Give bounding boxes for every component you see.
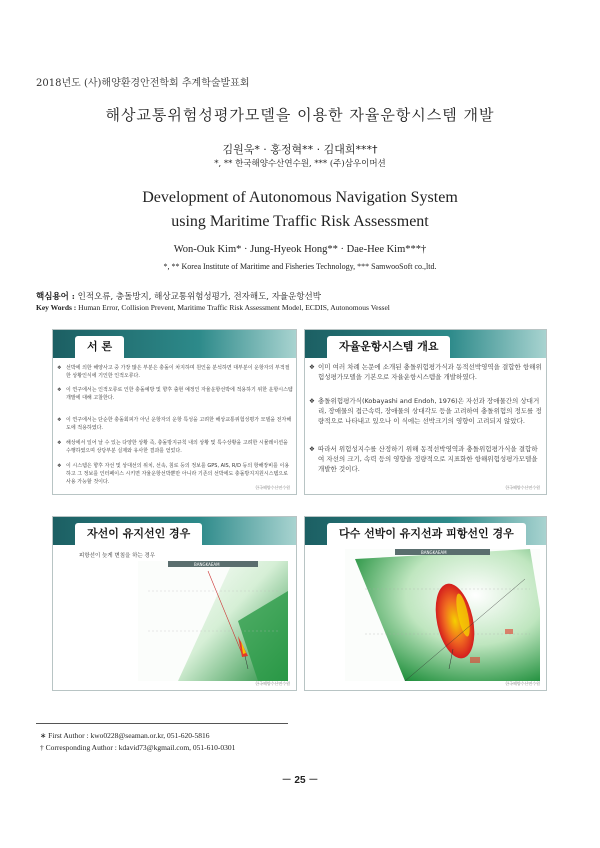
bullet-text: 이 시스템은 향후 자선 및 상대선의 위치, 선속, 침로 등의 정보를 GPS, AIS, R/D 등의 항해장비를 이용하고 그 정보를 인터페이스 시키면 자율운항선박뿐만 아니라 기존의 선박에도 충돌방지지원시스템으로 사용 가능할 것이다. bbox=[66, 463, 290, 485]
bullet-text: 해상에서 일어 날 수 있는 다양한 상황 즉, 충돌방지규칙 내의 상황 및 특수상황을 고려한 시뮬레이션을 수행하였으며 상당부분 실제와 유사한 결과를 얻었다. bbox=[66, 440, 288, 454]
bullet-item bbox=[57, 386, 293, 402]
footnote-first-author: ∗ First Author : kwo0228@seaman.or.kr, 051-620-5816 bbox=[40, 731, 210, 740]
bullet-text: 선박에 의한 해양사고 중 가장 많은 부분은 충돌이 차지하며 원인을 분석하면 대부분이 운항자의 부적절한 상황인식에 기인한 인적오류다. bbox=[66, 365, 290, 379]
bullet-item bbox=[57, 439, 293, 455]
conference-name: 2018년도 (사)해양환경안전학회 추계학술발표회 bbox=[36, 78, 250, 89]
diamond-bullet-icon: ❖ bbox=[57, 417, 62, 423]
slide-multi-ship bbox=[304, 516, 547, 691]
slide-own-ship-stand-on bbox=[52, 516, 297, 691]
slide-introduction bbox=[52, 329, 297, 495]
bullet-item bbox=[57, 416, 293, 432]
slide-footer: 한국해양수산연수원 bbox=[255, 681, 290, 686]
bullet-item bbox=[57, 462, 293, 486]
english-title bbox=[0, 186, 600, 234]
slide-footer: 한국해양수산연수원 bbox=[505, 681, 540, 686]
footnote-corresponding-author: † Corresponding Author : kdavid73@kgmail.com, 051-610-0301 bbox=[40, 743, 236, 752]
english-keywords-label: Key Words : bbox=[36, 303, 77, 312]
diamond-bullet-icon: ❖ bbox=[57, 365, 62, 371]
korean-affiliation: *, ** 한국해양수산연수원, *** (주)삼우이머션 bbox=[214, 159, 386, 169]
english-affiliation: *, ** Korea Institute of Maritime and Fisheries Technology, *** SamwooSoft co.,ltd. bbox=[163, 262, 437, 271]
korean-authors: 김원욱* · 홍정혁** · 김대희***† bbox=[222, 143, 378, 156]
map-label: BANGKAEAM bbox=[421, 550, 447, 555]
bullet-item bbox=[309, 444, 543, 474]
bullet-text: 따라서 위험성지수를 산정하기 위해 동적선박영역과 충돌위험평가식을 결합하여 자선의 크기, 속력 등의 영향을 정량적으로 지표화한 항해위험성평가모델을 개발한 것이다. bbox=[318, 445, 538, 473]
bullet-item bbox=[309, 396, 543, 426]
footnote-divider bbox=[36, 723, 288, 724]
slide-header bbox=[53, 330, 296, 358]
bullet-text: 이 연구에서는 인적오류로 인한 충돌예방 및 향후 출현 예정인 자율운항선박에 적용하기 위한 운항시스템 개발에 대해 고찰한다. bbox=[66, 387, 293, 401]
slide-subtitle: 피항선이 늦게 변침을 하는 경우 bbox=[79, 553, 156, 559]
bullet-text: 충돌위험평가식(Kobayashi and Endoh, 1976)은 자선과 장애물간의 상대거리, 장애물의 접근속력, 장애물의 상대각도 등을 고려하여 충돌위험의 정도를 정량적으로 나타내고 있으나 이 식에는 선박크기의 영향이 고려되지 않았다. bbox=[318, 397, 542, 425]
diamond-bullet-icon: ❖ bbox=[57, 387, 62, 393]
english-title-line1: Development of Autonomous Navigation System bbox=[142, 189, 458, 206]
english-title-line2: using Maritime Traffic Risk Assessment bbox=[171, 213, 429, 230]
korean-keywords bbox=[36, 290, 321, 302]
slide-header bbox=[305, 517, 546, 545]
slide-title: 자선이 유지선인 경우 bbox=[75, 523, 202, 545]
korean-title: 해상교통위험성평가모델을 이용한 자율운항시스템 개발 bbox=[105, 106, 495, 124]
english-authors: Won-Ouk Kim* · Jung-Hyeok Hong** · Dae-Hee Kim***† bbox=[173, 244, 427, 255]
english-keywords-text: Human Error, Collision Prevent, Maritime Traffic Risk Assessment Model, ECDIS, Autonomous Vessel bbox=[76, 303, 390, 312]
diamond-bullet-icon: ❖ bbox=[309, 445, 315, 453]
bullet-text: 이미 여러 차례 논문에 소개된 충돌위험평가식과 동적선박영역을 결합한 항해위험성평가모델을 기본으로 자율운항시스템을 개발하였다. bbox=[318, 363, 542, 381]
ecdis-simulation-image bbox=[138, 561, 288, 681]
slide-footer: 한국해양수산연수원 bbox=[255, 485, 290, 490]
page-number: － 25 － bbox=[281, 775, 319, 786]
slide-header bbox=[53, 517, 296, 545]
diamond-bullet-icon: ❖ bbox=[57, 463, 62, 469]
slide-title: 자율운항시스템 개요 bbox=[327, 336, 450, 358]
diamond-bullet-icon: ❖ bbox=[57, 440, 62, 446]
korean-keywords-text: 인적오류, 충돌방지, 해상교통위험성평가, 전자해도, 자율운항선박 bbox=[74, 292, 321, 302]
slide-overview bbox=[304, 329, 547, 495]
diamond-bullet-icon: ❖ bbox=[309, 397, 315, 405]
diamond-bullet-icon: ❖ bbox=[309, 363, 315, 371]
map-label: BANGKAEAM bbox=[194, 562, 220, 567]
ecdis-simulation-image bbox=[345, 549, 540, 681]
english-keywords bbox=[36, 303, 390, 312]
bullet-text: 이 연구에서는 단순한 충돌회피가 아닌 운항자의 운항 특성을 고려한 해상교통위험성평가 모델을 전자해도에 적용하였다. bbox=[66, 417, 292, 431]
slide-title: 다수 선박이 유지선과 피항선인 경우 bbox=[327, 523, 526, 545]
slide-header bbox=[305, 330, 546, 358]
slide-footer: 한국해양수산연수원 bbox=[505, 485, 540, 490]
bullet-item bbox=[57, 364, 293, 380]
bullet-item bbox=[309, 362, 543, 382]
slide-title: 서 론 bbox=[75, 336, 124, 358]
korean-keywords-label: 핵심용어 : bbox=[36, 292, 75, 302]
